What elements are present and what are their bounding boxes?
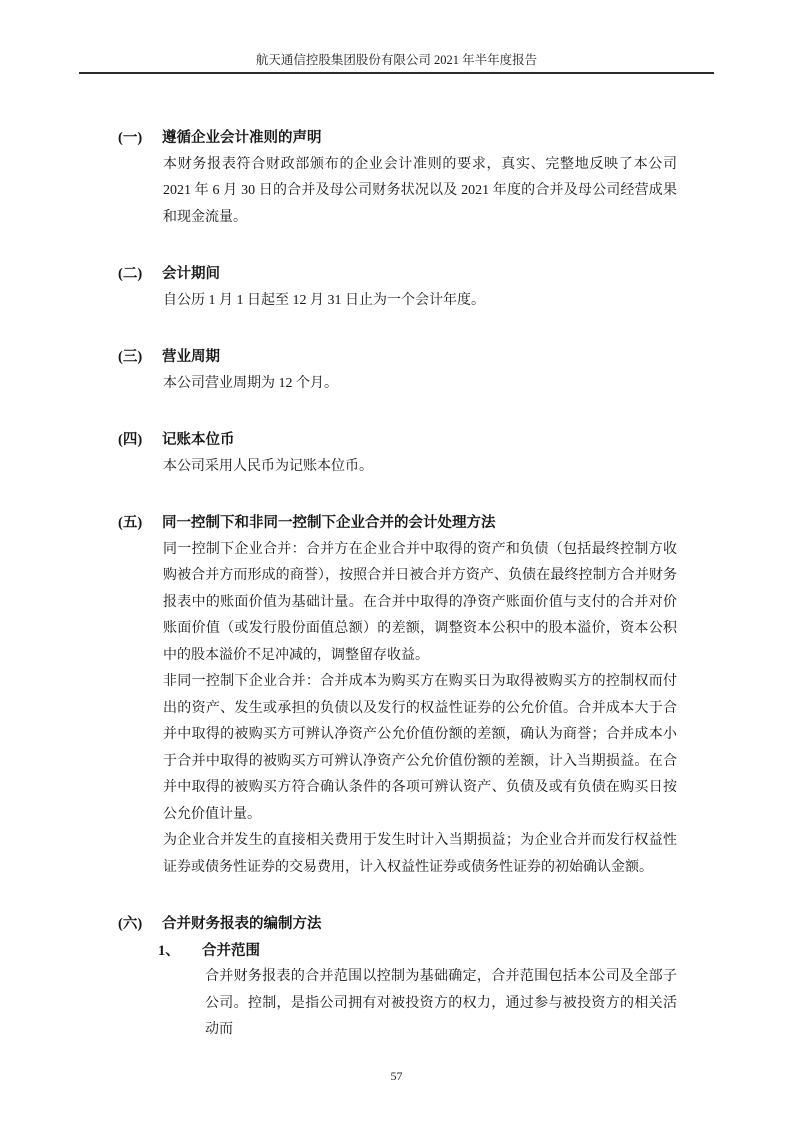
subsection-1-body <box>118 964 677 1044</box>
section-4-body <box>118 454 677 481</box>
section-number: (六) <box>118 916 143 932</box>
paragraph: 本财务报表符合财政部颁布的企业会计准则的要求，真实、完整地反映了本公司 2021 年 6 月 30 日的合并及母公司财务状况以及 2021 年度的合并及母公司经营成果和现金流量。 <box>163 156 677 225</box>
paragraph: 为企业合并发生的直接相关费用于发生时计入当期损益；为企业合并而发行权益性证券或债务性证券的交易费用，计入权益性证券或债务性证券的初始确认金额。 <box>163 833 677 875</box>
section-3 <box>118 344 677 397</box>
section-1 <box>118 125 677 231</box>
paragraph: 合并财务报表的合并范围以控制为基础确定，合并范围包括本公司及全部子公司。控制，是指公司拥有对被投资方的权力，通过参与被投资方的相关活动而 <box>205 969 677 1037</box>
section-5-heading <box>118 510 677 537</box>
page-footer <box>0 1068 793 1084</box>
paragraph: 本公司采用人民币为记账本位币。 <box>163 458 373 474</box>
section-2 <box>118 261 677 314</box>
section-title: 会计期间 <box>162 266 220 282</box>
section-2-heading <box>118 261 677 288</box>
section-number: (三) <box>118 349 143 365</box>
section-number: (四) <box>118 432 143 448</box>
subsection-1 <box>118 938 677 1044</box>
document-header <box>79 0 714 74</box>
section-3-body <box>118 371 677 398</box>
section-title: 合并财务报表的编制方法 <box>162 916 322 932</box>
document-body <box>118 125 677 1044</box>
report-title: 航天通信控股集团股份有限公司 2021 年半年度报告 <box>255 53 538 67</box>
section-title: 遵循企业会计准则的声明 <box>162 130 322 146</box>
paragraph: 自公历 1 月 1 日起至 12 月 31 日止为一个会计年度。 <box>163 292 485 308</box>
section-6-heading <box>118 911 677 938</box>
paragraph: 非同一控制下企业合并：合并成本为购买方在购买日为取得被购买方的控制权而付出的资产、发生或承担的负债以及发行的权益性证券的公允价值。合并成本大于合并中取得的被购买方可辨认净资产公允价值份额的差额，确认为商誉；合并成本小于合并中取得的被购买方可辨认净资产公允价值份额的差额，计入当期损益。在合并中取得的被购买方符合确认条件的各项可辨认资产、负债及或有负债在购买日按公允价值计量。 <box>163 674 677 822</box>
section-title: 营业周期 <box>162 349 220 365</box>
section-5-body <box>118 537 677 882</box>
subsection-1-heading <box>118 938 677 965</box>
section-number: (二) <box>118 266 143 282</box>
subsection-title: 合并范围 <box>202 942 260 959</box>
subsection-number: 1、 <box>158 942 180 959</box>
section-3-heading <box>118 344 677 371</box>
section-1-heading <box>118 125 677 152</box>
section-4 <box>118 427 677 480</box>
section-5 <box>118 510 677 881</box>
paragraph: 本公司营业周期为 12 个月。 <box>163 375 338 391</box>
section-number: (五) <box>118 515 143 531</box>
section-title: 同一控制下和非同一控制下企业合并的会计处理方法 <box>162 515 496 531</box>
section-title: 记账本位币 <box>162 432 235 448</box>
paragraph: 同一控制下企业合并：合并方在企业合并中取得的资产和负债（包括最终控制方收购被合并方而形成的商誉），按照合并日被合并方资产、负债在最终控制方合并财务报表中的账面价值为基础计量。在合并中取得的净资产账面价值与支付的合并对价账面价值（或发行股份面值总额）的差额，调整资本公积中的股本溢价，资本公积中的股本溢价不足冲减的，调整留存收益。 <box>163 541 677 663</box>
section-number: (一) <box>118 130 143 146</box>
section-2-body <box>118 288 677 315</box>
section-6 <box>118 911 677 1044</box>
section-4-heading <box>118 427 677 454</box>
section-1-body <box>118 152 677 232</box>
page-number: 57 <box>390 1069 403 1083</box>
